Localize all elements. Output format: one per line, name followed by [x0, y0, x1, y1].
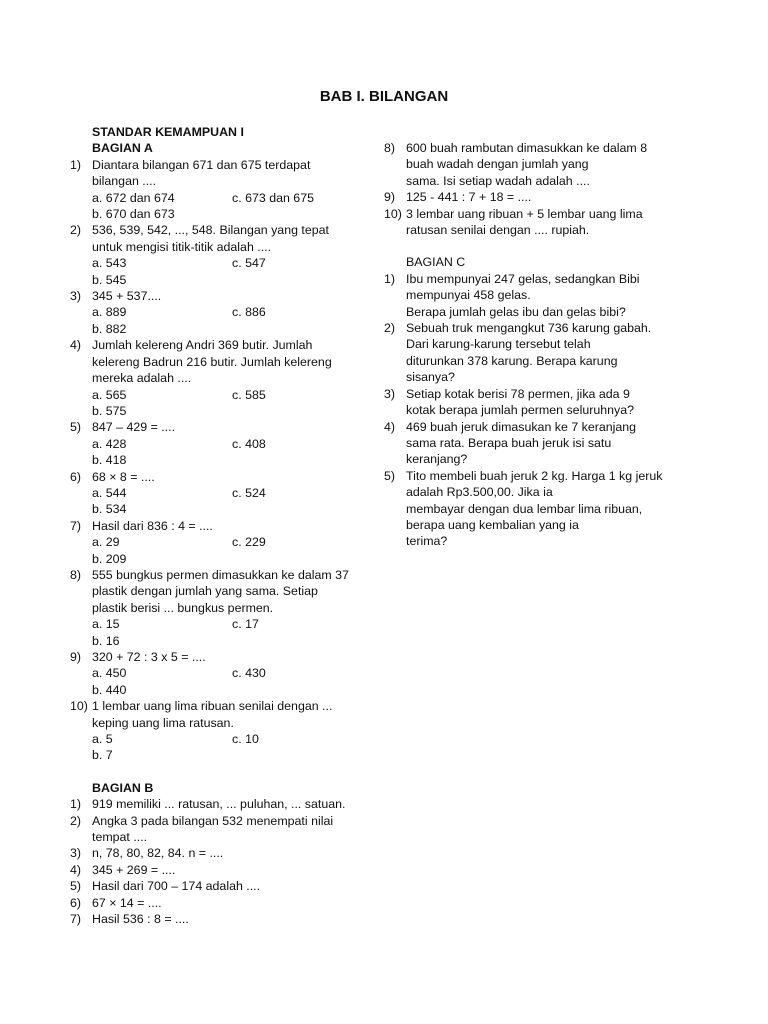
question-text: Hasil dari 836 : 4 = .... [92, 518, 213, 533]
question-number: 4) [70, 862, 82, 877]
question-text: Sebuah truk mengangkut 736 karung gabah. Dari karung-karung tersebut telah diturunkan 378 karung. Berapa karung sisanya? [406, 321, 652, 385]
option-c: c. 524 [232, 485, 266, 500]
option-c: c. 17 [232, 617, 259, 632]
question-text: Diantara bilangan 671 dan 675 terdapat bilangan .... [92, 157, 311, 189]
option-b: b. 7 [92, 748, 113, 763]
question-number: 7) [70, 518, 82, 533]
question-text: 68 × 8 = .... [92, 469, 155, 484]
question-number: 5) [384, 468, 396, 483]
question-number: 4) [70, 338, 82, 353]
section-b-continued [384, 140, 684, 238]
spacer [70, 764, 370, 780]
question-number: 2) [70, 223, 82, 238]
question-text: 67 × 14 = .... [92, 895, 162, 910]
question-text: 3 lembar uang ribuan + 5 lembar uang lima ratusan senilai dengan .... rupiah. [406, 206, 643, 238]
question-number: 6) [70, 469, 82, 484]
question-number: 8) [70, 567, 82, 582]
question-item [70, 469, 370, 518]
option-b: b. 209 [92, 551, 127, 566]
option-a: a. 450 [92, 666, 127, 681]
question-text: 600 buah rambutan dimasukkan ke dalam 8 buah wadah dengan jumlah yang sama. Isi setiap wadah adalah .... [406, 141, 648, 188]
question-number: 2) [70, 813, 82, 828]
section-c-heading: BAGIAN C [406, 255, 466, 270]
spacer [384, 238, 684, 254]
question-number: 5) [70, 420, 82, 435]
section-a-heading: BAGIAN A [92, 141, 153, 156]
question-item [70, 649, 370, 698]
question-item [70, 222, 370, 288]
question-item [384, 206, 684, 239]
question-text: 345 + 269 = .... [92, 862, 176, 877]
option-a: a. 672 dan 674 [92, 190, 175, 205]
option-a: a. 543 [92, 256, 127, 271]
question-text: 536, 539, 542, ..., 548. Bilangan yang tepat untuk mengisi titik-titik adalah .... [92, 223, 329, 254]
option-b: b. 575 [92, 403, 127, 418]
option-c: c. 585 [232, 387, 266, 402]
section-a-questions [70, 157, 370, 764]
option-c: c. 10 [232, 732, 259, 747]
option-b: b. 418 [92, 453, 127, 468]
question-text: 847 – 429 = .... [92, 420, 176, 435]
page-title: BAB I. BILANGAN [319, 88, 449, 105]
question-item [70, 796, 370, 812]
question-item [384, 320, 684, 386]
right-column [384, 140, 684, 550]
question-item [70, 419, 370, 468]
left-column [70, 124, 370, 928]
question-number: 3) [384, 386, 396, 401]
question-text: 1 lembar uang lima ribuan senilai dengan ... keping uang lima ratusan. [92, 699, 333, 730]
option-c: c. 430 [232, 666, 266, 681]
option-b: b. 545 [92, 272, 127, 287]
question-number: 9) [384, 190, 396, 205]
option-a: a. 889 [92, 305, 127, 320]
option-a: a. 544 [92, 485, 127, 500]
question-number: 10) [384, 206, 402, 221]
question-text: Tito membeli buah jeruk 2 kg. Harga 1 kg jeruk adalah Rp3.500,00. Jika ia membayar dengan dua lembar lima ribuan, berapa uang kembalian yang ia terima? [406, 468, 663, 549]
option-b: b. 16 [92, 633, 120, 648]
option-a: a. 5 [92, 732, 113, 747]
option-c: c. 547 [232, 256, 266, 271]
option-b: b. 534 [92, 502, 127, 517]
question-number: 3) [70, 289, 82, 304]
question-item [70, 895, 370, 911]
question-text: 320 + 72 : 3 x 5 = .... [92, 650, 206, 664]
question-text: 469 buah jeruk dimasukan ke 7 keranjang sama rata. Berapa buah jeruk isi satu keranjang? [406, 419, 637, 467]
question-number: 1) [384, 271, 396, 286]
question-item [384, 419, 684, 468]
question-text: 555 bungkus permen dimasukkan ke dalam 37 plastik dengan jumlah yang sama. Setiap plastik berisi ... bungkus permen. [92, 567, 349, 615]
question-number: 2) [384, 321, 396, 336]
question-text: Jumlah kelereng Andri 369 butir. Jumlah kelereng Badrun 216 butir. Jumlah kelereng mereka adalah .... [92, 338, 332, 386]
question-item [70, 337, 370, 419]
option-a: a. 565 [92, 387, 127, 402]
option-a: a. 428 [92, 436, 127, 451]
option-c: c. 886 [232, 305, 266, 320]
question-number: 6) [70, 895, 82, 910]
question-item [70, 878, 370, 894]
option-a: a. 15 [92, 617, 120, 632]
option-c: c. 673 dan 675 [232, 190, 314, 205]
question-number: 7) [70, 912, 82, 927]
standard-heading: STANDAR KEMAMPUAN I [92, 125, 244, 139]
question-text: Setiap kotak berisi 78 permen, jika ada 9 kotak berapa jumlah permen seluruhnya? [406, 386, 634, 418]
question-item [70, 288, 370, 337]
question-number: 1) [70, 797, 82, 812]
option-b: b. 440 [92, 682, 127, 697]
question-text: 125 - 441 : 7 + 18 = .... [406, 190, 532, 205]
question-item [70, 518, 370, 567]
question-text: Angka 3 pada bilangan 532 menempati nilai tempat .... [92, 813, 334, 845]
option-a: a. 29 [92, 535, 120, 550]
option-b: b. 670 dan 673 [92, 207, 175, 222]
question-item [70, 845, 370, 861]
question-item [384, 140, 684, 189]
option-c: c. 229 [232, 535, 266, 550]
question-number: 8) [384, 141, 396, 155]
question-number: 3) [70, 846, 82, 861]
question-item [384, 189, 684, 205]
question-number: 5) [70, 879, 82, 894]
question-text: Hasil 536 : 8 = .... [92, 912, 189, 927]
section-c-questions [384, 271, 684, 550]
question-item [384, 386, 684, 419]
question-text: Ibu mempunyai 247 gelas, sedangkan Bibi mempunyai 458 gelas. Berapa jumlah gelas ibu dan gelas bibi? [406, 271, 640, 319]
question-item [384, 468, 684, 550]
section-b-heading: BAGIAN B [92, 780, 154, 795]
question-text: 919 memiliki ... ratusan, ... puluhan, ... satuan. [92, 797, 346, 812]
question-item [70, 567, 370, 649]
question-item [70, 698, 370, 764]
question-number: 1) [70, 157, 82, 172]
question-text: n, 78, 80, 82, 84. n = .... [92, 846, 224, 861]
section-b-questions [70, 796, 370, 927]
question-item [70, 862, 370, 878]
question-text: Hasil dari 700 – 174 adalah .... [92, 879, 261, 894]
question-number: 10) [70, 699, 88, 714]
option-b: b. 882 [92, 321, 127, 336]
option-c: c. 408 [232, 436, 266, 451]
question-text: 345 + 537.... [92, 289, 162, 304]
question-item [70, 911, 370, 927]
question-item [70, 157, 370, 223]
question-item [70, 813, 370, 846]
question-item [384, 271, 684, 320]
question-number: 4) [384, 419, 396, 434]
question-number: 9) [70, 650, 82, 664]
